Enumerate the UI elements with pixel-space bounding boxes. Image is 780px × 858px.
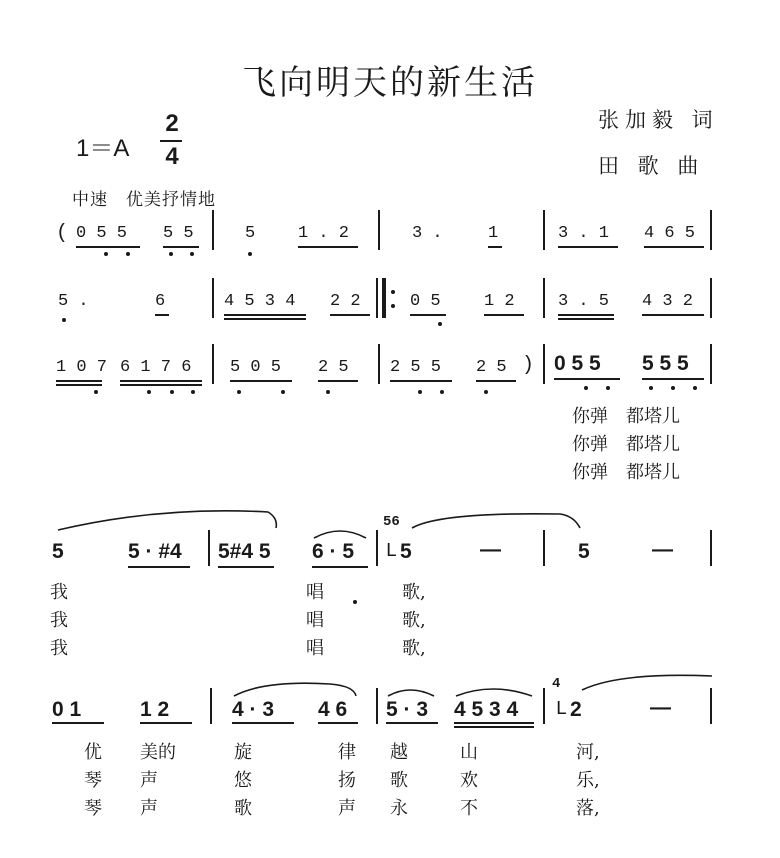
lyric: 歌, xyxy=(402,582,426,603)
lyric-line: 你弹 都塔儿 xyxy=(572,462,680,483)
grace-hook-icon: ᒪ xyxy=(556,700,567,720)
note-group: 6 · 5 xyxy=(312,540,355,563)
note-group: 2 2 xyxy=(330,292,361,311)
note-group: 0 5 5 xyxy=(76,224,128,243)
note-group: 1 2 xyxy=(140,698,170,721)
slur xyxy=(388,690,434,696)
lyric: 声 xyxy=(140,798,158,819)
note-group: 1 0 7 xyxy=(56,358,108,377)
note-group: 0 5 5 xyxy=(554,352,601,375)
note-group: ) xyxy=(522,354,535,377)
note-group: 4 3 2 xyxy=(642,292,694,311)
key-signature: 1＝A xyxy=(76,135,130,162)
lyric: 扬 xyxy=(338,770,356,791)
composer-credit: 田 歌 曲 xyxy=(598,154,705,178)
grace-notes: 56 xyxy=(383,514,400,530)
grace-hook-icon: ᒪ xyxy=(386,542,397,562)
tempo-marking: 中速 优美抒情地 xyxy=(72,190,216,210)
hold-dash: — xyxy=(650,696,671,719)
lyric: 美的 xyxy=(140,742,176,763)
lyric: 悠 xyxy=(234,770,252,791)
slur xyxy=(582,675,712,690)
note-group: 3 . 1 xyxy=(558,224,610,243)
note-group: 5 · 3 xyxy=(386,698,429,721)
note-group: 4 · 3 xyxy=(232,698,275,721)
hold-dash: — xyxy=(652,538,673,561)
lyric: 琴 xyxy=(84,798,102,819)
note-group: 1 . 2 xyxy=(298,224,350,243)
lyric: 我 xyxy=(50,638,68,659)
lyric: 永 xyxy=(390,798,408,819)
note-group: 5 xyxy=(52,540,64,563)
lyric: 乐, xyxy=(576,770,600,791)
note-group: 5 · #4 xyxy=(128,540,182,563)
note-group: 6 xyxy=(155,292,166,311)
lyric-line: 你弹 都塔儿 xyxy=(572,434,680,455)
note-group: 2 5 xyxy=(318,358,349,377)
lyric: 欢 xyxy=(460,770,478,791)
note-group: 4 5 3 4 xyxy=(224,292,296,311)
grace-notes: 4 xyxy=(552,676,561,692)
lyric: 唱 xyxy=(306,582,324,603)
lyric: 琴 xyxy=(84,770,102,791)
note-group: 3 . 5 xyxy=(558,292,610,311)
lyric: 声 xyxy=(140,770,158,791)
hold-dash: — xyxy=(480,538,501,561)
note-group: 2 5 xyxy=(476,358,507,377)
lyric: 山 xyxy=(460,742,478,763)
lyric: 歌, xyxy=(402,638,426,659)
lyric: 落, xyxy=(576,798,600,819)
note-group: 1 2 xyxy=(484,292,515,311)
note-group: 5#4 5 xyxy=(218,540,271,563)
lyric: 歌 xyxy=(390,770,408,791)
lyric: 唱 xyxy=(306,638,324,659)
lyric: 越 xyxy=(390,742,408,763)
note-group: 5 . xyxy=(58,292,89,311)
note-group: 1 xyxy=(488,224,499,243)
lyric: 歌, xyxy=(402,610,426,631)
note-group: 3 . xyxy=(412,224,443,243)
note-group: 6 1 7 6 xyxy=(120,358,192,377)
slur xyxy=(234,683,356,696)
note-group: ( xyxy=(56,222,69,245)
time-signature-top: 2 xyxy=(165,110,179,137)
lyric: 我 xyxy=(50,610,68,631)
note-group: 2 xyxy=(570,698,582,721)
lyric: 唱 xyxy=(306,610,324,631)
lyric: 我 xyxy=(50,582,68,603)
note-group: 5 xyxy=(578,540,590,563)
note-group: 2 5 5 xyxy=(390,358,442,377)
note-group: 0 1 xyxy=(52,698,82,721)
lyricist-credit: 张加毅 词 xyxy=(598,108,719,132)
lyric: 优 xyxy=(84,742,102,763)
lyric: 律 xyxy=(338,742,356,763)
lyric: 声 xyxy=(338,798,356,819)
note-group: 5 xyxy=(245,224,256,243)
note-group: 5 5 5 xyxy=(642,352,689,375)
slur xyxy=(412,514,580,528)
note-group: 0 5 xyxy=(410,292,441,311)
note-group: 5 0 5 xyxy=(230,358,282,377)
note-group: 4 6 xyxy=(318,698,348,721)
lyric: 歌 xyxy=(234,798,252,819)
note-group: 4 6 5 xyxy=(644,224,696,243)
lyric: 旋 xyxy=(234,742,252,763)
slur xyxy=(58,511,276,530)
note-group: 4 5 3 4 xyxy=(454,698,519,721)
note-group: 5 xyxy=(400,540,412,563)
slur xyxy=(456,689,532,696)
slur xyxy=(314,531,366,538)
lyric: 不 xyxy=(460,798,478,819)
note-group: 5 5 xyxy=(163,224,194,243)
time-signature-bottom: 4 xyxy=(165,143,179,170)
lyric-line: 你弹 都塔儿 xyxy=(572,406,680,427)
song-title: 飞向明天的新生活 xyxy=(242,63,538,103)
lyric: 河, xyxy=(576,742,600,763)
